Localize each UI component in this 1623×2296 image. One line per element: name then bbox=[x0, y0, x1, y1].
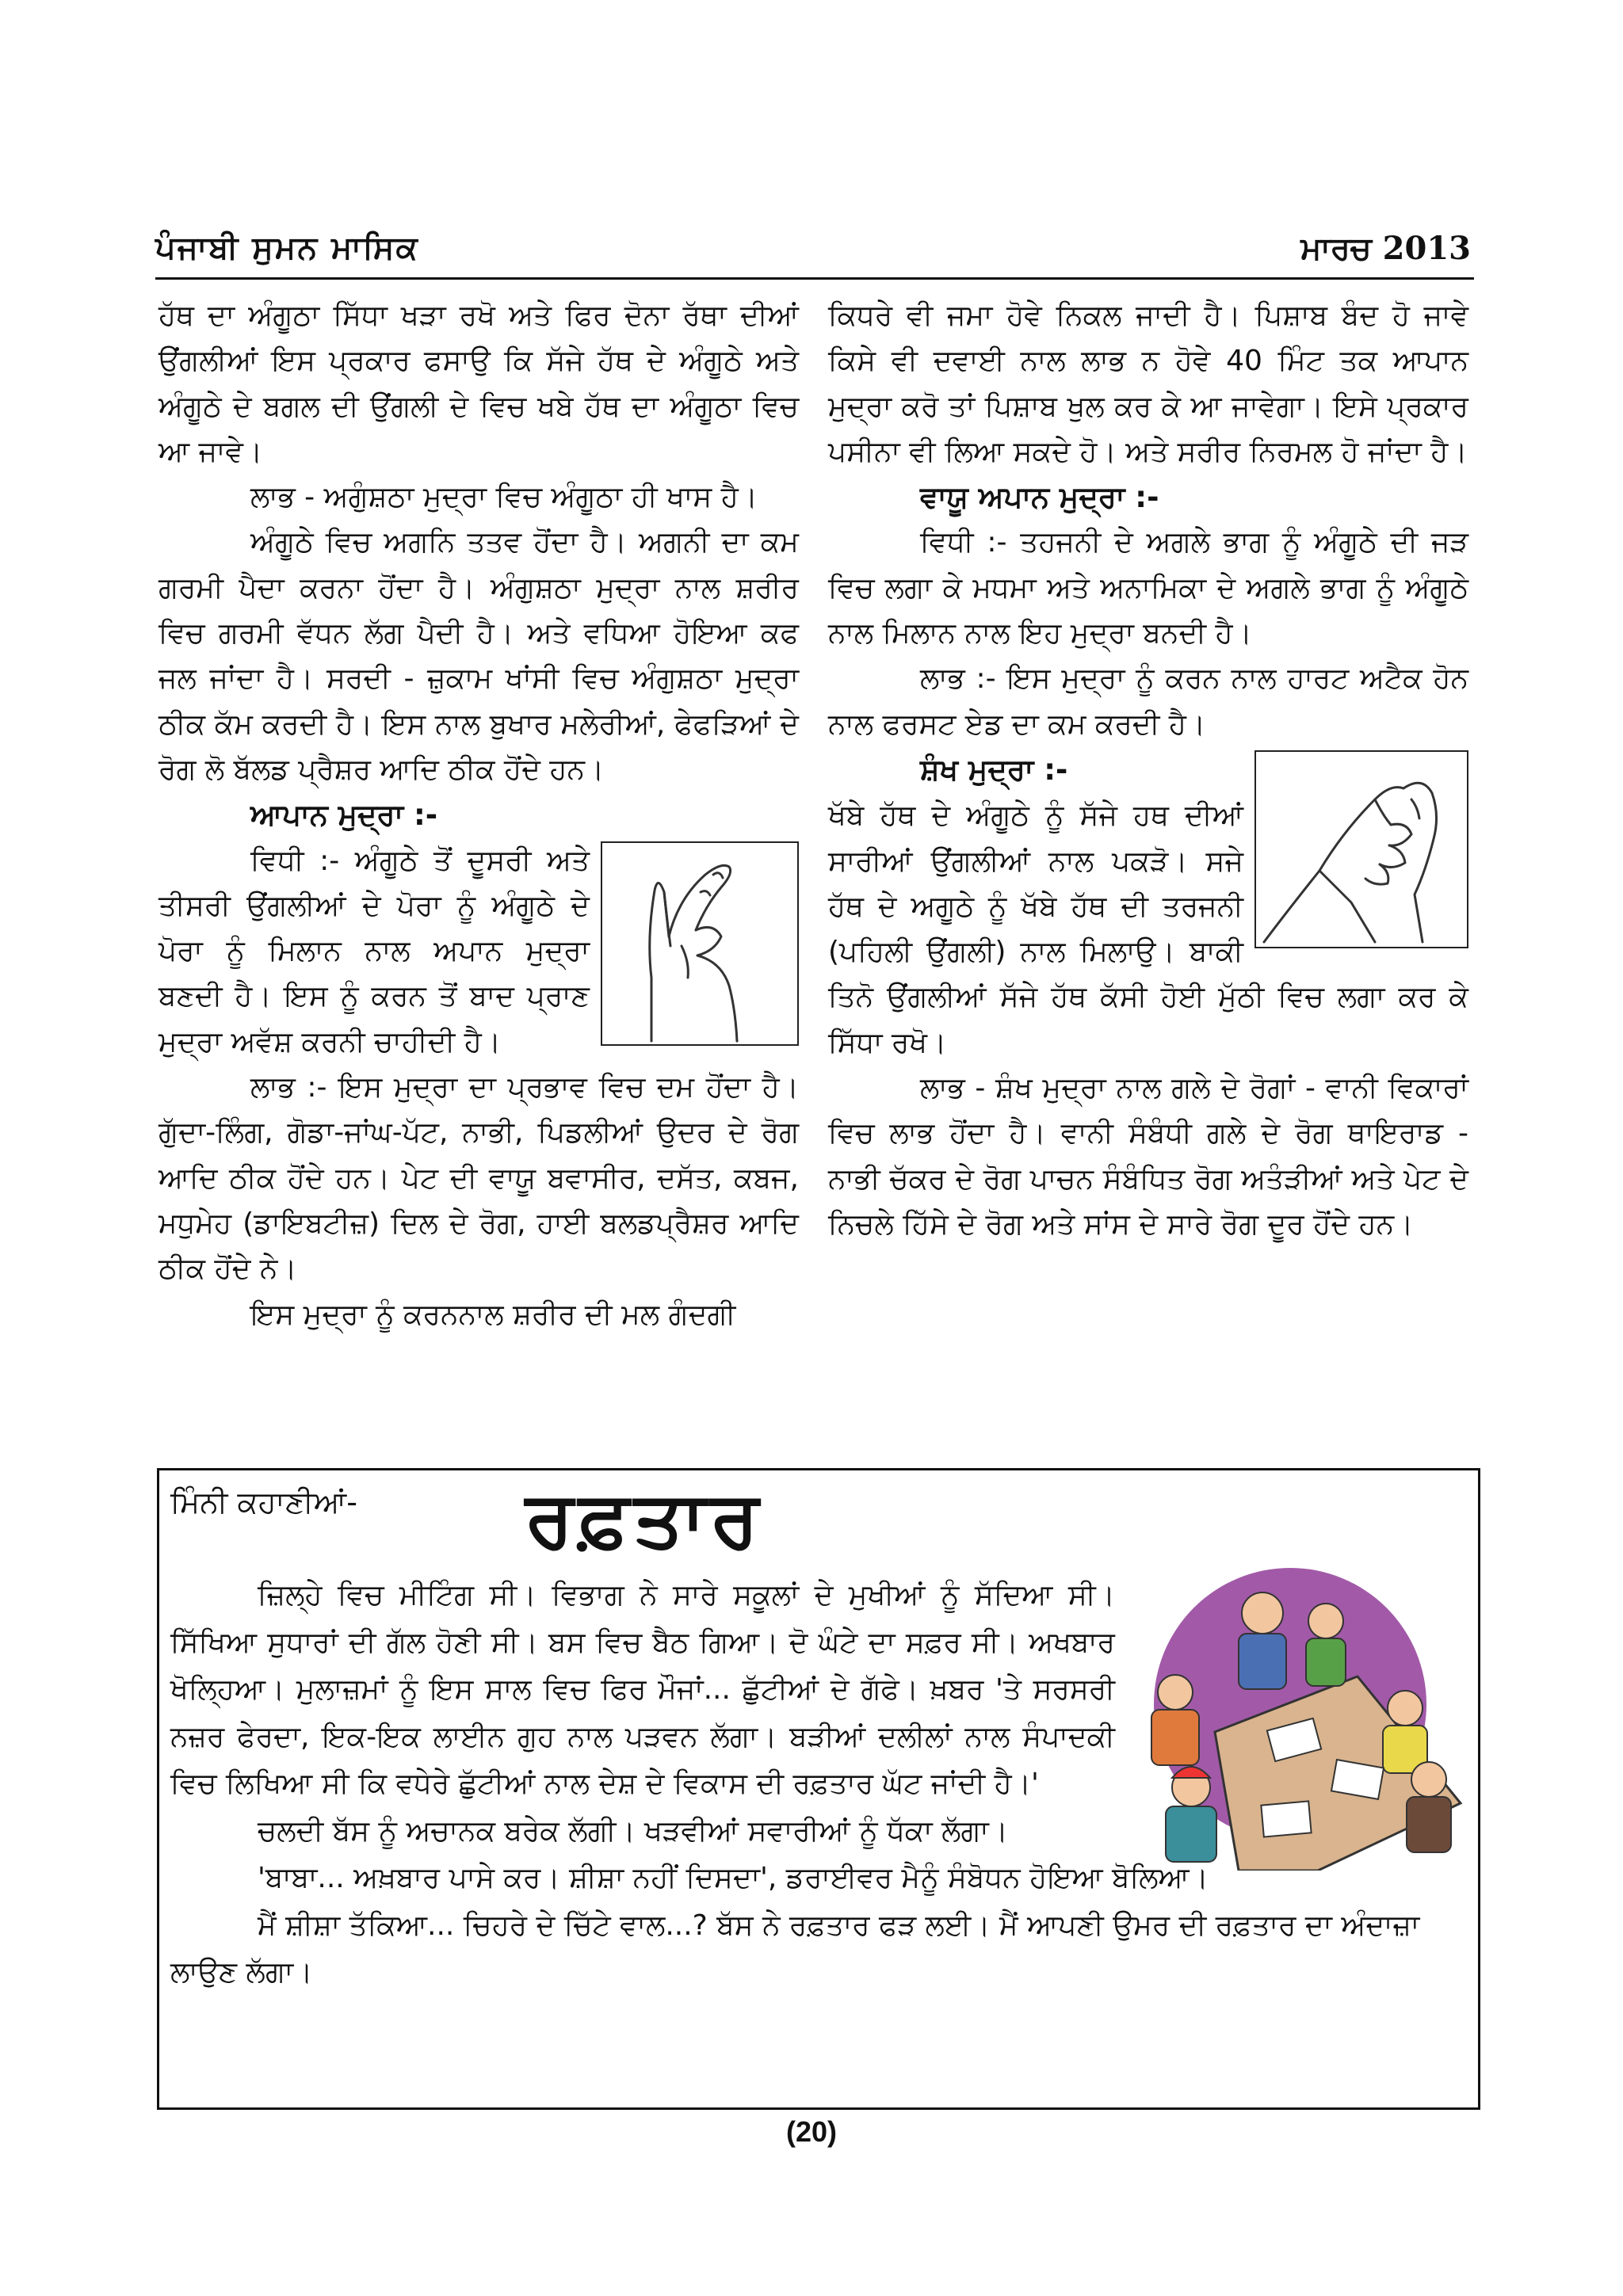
story-kicker: ਮਿੰਨੀ ਕਹਾਣੀਆਂ- bbox=[170, 1485, 357, 1520]
left-column bbox=[158, 293, 799, 1337]
hand-mudra-icon bbox=[602, 843, 797, 1044]
shankh-heading-label: ਸ਼ੰਖ ਮੁਦ੍ਰਾ :- bbox=[920, 752, 1068, 787]
right-paragraph-2: ਵਿਧੀ :- ਤਹਜਨੀ ਦੇ ਅਗਲੇ ਭਾਗ ਨੂੰ ਅੰਗੂਠੇ ਦੀ ਜੜ ਵਿਚ ਲਗਾ ਕੇ ਮਧਮਾ ਅਤੇ ਅਨਾਮਿਕਾ ਦੇ ਅਗਲੇ ਭਾਗ ਨੂੰ ਅੰਗੂਠੇ ਨਾਲ ਮਿਲਾਨ ਨਾਲ ਇਹ ਮੁਦ੍ਰਾ ਬਨਦੀ ਹੈ। bbox=[828, 526, 1468, 650]
left-paragraph-1: ਹੱਥ ਦਾ ਅੰਗੂਠਾ ਸਿੱਧਾ ਖੜਾ ਰਖੋ ਅਤੇ ਫਿਰ ਦੋਨਾ ਰੱਥਾ ਦੀਆਂ ਉਂਗਲੀਆਂ ਇਸ ਪ੍ਰਕਾਰ ਫਸਾਉ ਕਿ ਸੱਜੇ ਹੱਥ ਦੇ ਅੰਗੂਠੇ ਅਤੇ ਅੰਗੂਠੇ ਦੇ ਬਗਲ ਦੀ ਉਂਗਲੀ ਦੇ ਵਿਚ ਖਬੇ ਹੱਥ ਦਾ ਅੰਗੂਠਾ ਵਿਚ ਆ ਜਾਵੇ। bbox=[158, 299, 799, 468]
left-paragraph-4: ਵਿਧੀ :- ਅੰਗੂਠੇ ਤੋਂ ਦੂਸਰੀ ਅਤੇ ਤੀਸਰੀ ਉਂਗਲੀਆਂ ਦੇ ਪੋਰਾ ਨੂੰ ਅੰਗੂਠੇ ਦੇ ਪੋਰਾ ਨੂੰ ਮਿਲਾਨ ਨਾਲ ਅਪਾਨ ਮੁਦ੍ਰਾ ਬਣਦੀ ਹੈ। ਇਸ ਨੂੰ ਕਰਨ ਤੋਂ ਬਾਦ ਪ੍ਰਾਣ ਮੁਦ੍ਰਾ ਅਵੱਸ਼ ਕਰਨੀ ਚਾਹੀਦੀ ਹੈ। bbox=[158, 844, 590, 1058]
magazine-title: ਪੰਜਾਬੀ ਸੁਮਨ ਮਾਸਿਕ bbox=[155, 230, 419, 266]
heading-apan-mudra: ਆਪਾਨ ਮੁਦ੍ਰਾ :- bbox=[250, 798, 438, 833]
header-rule bbox=[155, 277, 1474, 280]
story-paragraph-4: ਮੈਂ ਸ਼ੀਸ਼ਾ ਤੱਕਿਆ... ਚਿਹਰੇ ਦੇ ਚਿੱਟੇ ਵਾਲ...? ਬੱਸ ਨੇ ਰਫ਼ਤਾਰ ਫੜ ਲਈ। ਮੈਂ ਆਪਣੀ ਉਮਰ ਦੀ ਰਫ਼ਤਾਰ ਦਾ ਅੰਦਾਜ਼ਾ ਲਾਉਣ ਲੱਗਾ। bbox=[170, 1909, 1420, 1989]
issue-year: 2013 bbox=[1382, 230, 1471, 267]
heading-vayu-apan-mudra: ਵਾਯੂ ਅਪਾਨ ਮੁਦ੍ਰਾ :- bbox=[920, 480, 1159, 515]
apan-mudra-illustration bbox=[601, 841, 799, 1046]
right-paragraph-5: ਲਾਭ - ਸ਼ੰਖ ਮੁਦ੍ਰਾ ਨਾਲ ਗਲੇ ਦੇ ਰੋਗਾਂ - ਵਾਨੀ ਵਿਕਾਰਾਂ ਵਿਚ ਲਾਭ ਹੋਂਦਾ ਹੈ। ਵਾਨੀ ਸੰਬੰਧੀ ਗਲੇ ਦੇ ਰੋਗ ਥਾਇਰਾਡ - ਨਾਭੀ ਚੱਕਰ ਦੇ ਰੋਗ ਪਾਚਨ ਸੰਬੰਧਿਤ ਰੋਗ ਅਤੰੜੀਆਂ ਅਤੇ ਪੇਟ ਦੇ ਨਿਚਲੇ ਹਿੱਸੇ ਦੇ ਰੋਗ ਅਤੇ ਸਾਂਸ ਦੇ ਸਾਰੇ ਰੋਗ ਦੂਰ ਹੋਂਦੇ ਹਨ। bbox=[828, 1072, 1468, 1241]
story-body bbox=[170, 1572, 1470, 1997]
left-paragraph-2: ਲਾਭ - ਅਗੁੰਸ਼ਠਾ ਮੁਦ੍ਰਾ ਵਿਚ ਅੰਗੂਠਾ ਹੀ ਖਾਸ ਹੈ। bbox=[250, 481, 758, 514]
shankh-mudra-illustration bbox=[1254, 750, 1468, 948]
issue-date bbox=[1300, 230, 1471, 267]
right-paragraph-4: ਖੱਬੇ ਹੱਥ ਦੇ ਅੰਗੂਠੇ ਨੂੰ ਸੱਜੇ ਹਥ ਦੀਆਂ ਸਾਰੀਆਂ ਉਂਗਲੀਆਂ ਨਾਲ ਪਕੜੋ। ਸਜੇ ਹੱਥ ਦੇ ਅਗੂਠੇ ਨੂੰ ਖੱਬੇ ਹੱਥ ਦੀ ਤਰਜਨੀ (ਪਹਿਲੀ ਉਂਗਲੀ) ਨਾਲ ਮਿਲਾਉ। ਬਾਕੀ ਤਿਨੋ ਉਂਗਲੀਆਂ ਸੱਜੇ ਹੱਥ ਕੱਸੀ ਹੋਈ ਮੁੱਠੀ ਵਿਚ ਲਗਾ ਕਰ ਕੇ ਸਿੱਧਾ ਰਖੋ। bbox=[828, 799, 1468, 1059]
right-column bbox=[828, 293, 1468, 1247]
issue-month: ਮਾਰਚ bbox=[1300, 231, 1372, 267]
story-paragraph-1: ਜ਼ਿਲ੍ਹੇ ਵਿਚ ਮੀਟਿੰਗ ਸੀ। ਵਿਭਾਗ ਨੇ ਸਾਰੇ ਸਕੂਲਾਂ ਦੇ ਮੁਖੀਆਂ ਨੂੰ ਸੱਦਿਆ ਸੀ। ਸਿੱਖਿਆ ਸੁਧਾਰਾਂ ਦੀ ਗੱਲ ਹੋਣੀ ਸੀ। ਬਸ ਵਿਚ ਬੈਠ ਗਿਆ। ਦੋ ਘੰਟੇ ਦਾ ਸਫ਼ਰ ਸੀ। ਅਖਬਾਰ ਖੋਲ੍ਹਿਆ। ਮੁਲਾਜ਼ਮਾਂ ਨੂੰ ਇਸ ਸਾਲ ਵਿਚ ਫਿਰ ਮੌਜਾਂ... ਛੁੱਟੀਆਂ ਦੇ ਗੱਫੇ। ਖ਼ਬਰ 'ਤੇ ਸਰਸਰੀ ਨਜ਼ਰ ਫੇਰਦਾ, ਇਕ-ਇਕ ਲਾਈਨ ਗੁਹ ਨਾਲ ਪੜਵਨ ਲੱਗਾ। ਬੜੀਆਂ ਦਲੀਲਾਂ ਨਾਲ ਸੰਪਾਦਕੀ ਵਿਚ ਲਿਖਿਆ ਸੀ ਕਿ ਵਧੇਰੇ ਛੁੱਟੀਆਂ ਨਾਲ ਦੇਸ਼ ਦੇ ਵਿਕਾਸ ਦੀ ਰਫ਼ਤਾਰ ਘੱਟ ਜਾਂਦੀ ਹੈ।' bbox=[170, 1579, 1115, 1800]
story-paragraph-2: ਚਲਦੀ ਬੱਸ ਨੂੰ ਅਚਾਨਕ ਬਰੇਕ ਲੱਗੀ। ਖੜਵੀਆਂ ਸਵਾਰੀਆਂ ਨੂੰ ਧੱਕਾ ਲੱਗਾ। bbox=[258, 1814, 1009, 1848]
page-header bbox=[155, 230, 1471, 276]
story-paragraph-3: 'ਬਾਬਾ... ਅਖ਼ਬਾਰ ਪਾਸੇ ਕਰ। ਸ਼ੀਸ਼ਾ ਨਹੀਂ ਦਿਸਦਾ', ਡਰਾਈਵਰ ਮੈਨੂੰ ਸੰਬੋਧਨ ਹੋਇਆ ਬੋਲਿਆ। bbox=[258, 1862, 1209, 1894]
right-paragraph-3: ਲਾਭ :- ਇਸ ਮੁਦ੍ਰਾ ਨੂੰ ਕਰਨ ਨਾਲ ਹਾਰਟ ਅਟੈਕ ਹੋਨ ਨਾਲ ਫਰਸਟ ਏਡ ਦਾ ਕਮ ਕਰਦੀ ਹੈ। bbox=[828, 662, 1468, 741]
hands-mudra-icon bbox=[1256, 752, 1467, 947]
left-paragraph-6: ਇਸ ਮੁਦ੍ਰਾ ਨੂੰ ਕਰਨਨਾਲ ਸ਼ਰੀਰ ਦੀ ਮਲ ਗੰਦਗੀ bbox=[250, 1298, 736, 1331]
page-number: (20) bbox=[785, 2115, 838, 2148]
left-paragraph-5: ਲਾਭ :- ਇਸ ਮੁਦ੍ਰਾ ਦਾ ਪ੍ਰਭਾਵ ਵਿਚ ਦਮ ਹੋਂਦਾ ਹੈ। ਗੁੱਦਾ-ਲਿੰਗ, ਗੋਡਾ-ਜਾਂਘ-ਪੱਟ, ਨਾਭੀ, ਪਿਡਲੀਆਂ ਉਦਰ ਦੇ ਰੋਗ ਆਦਿ ਠੀਕ ਹੋਂਦੇ ਹਨ। ਪੇਟ ਦੀ ਵਾਯੂ ਬਵਾਸੀਰ, ਦਸੱਤ, ਕਬਜ, ਮਧੁਮੇਹ (ਡਾਇਬਟੀਜ਼) ਦਿਲ ਦੇ ਰੋਗ, ਹਾਈ ਬਲਡਪ੍ਰੈਸ਼ਰ ਆਦਿ ਠੀਕ ਹੋਂਦੇ ਨੇ। bbox=[158, 1071, 799, 1286]
mini-story-box bbox=[157, 1468, 1480, 2110]
right-paragraph-1: ਕਿਧਰੇ ਵੀ ਜਮਾ ਹੋਵੇ ਨਿਕਲ ਜਾਦੀ ਹੈ। ਪਿਸ਼ਾਬ ਬੰਦ ਹੋ ਜਾਵੇ ਕਿਸੇ ਵੀ ਦਵਾਈ ਨਾਲ ਲਾਭ ਨ ਹੋਵੇ 40 ਮਿੰਟ ਤਕ ਆਪਾਨ ਮੁਦ੍ਰਾ ਕਰੋ ਤਾਂ ਪਿਸ਼ਾਬ ਖੁਲ ਕਰ ਕੇ ਆ ਜਾਵੇਗਾ। ਇਸੇ ਪ੍ਰਕਾਰ ਪਸੀਨਾ ਵੀ ਲਿਆ ਸਕਦੇ ਹੋ। ਅਤੇ ਸਰੀਰ ਨਿਰਮਲ ਹੋ ਜਾਂਦਾ ਹੈ। bbox=[828, 299, 1468, 468]
left-paragraph-3: ਅੰਗੂਠੇ ਵਿਚ ਅਗਨਿ ਤਤਵ ਹੋਂਦਾ ਹੈ। ਅਗਨੀ ਦਾ ਕਮ ਗਰਮੀ ਪੈਦਾ ਕਰਨਾ ਹੋਂਦਾ ਹੈ। ਅੰਗੁਸ਼ਠਾ ਮੁਦ੍ਰਾ ਨਾਲ ਸ਼ਰੀਰ ਵਿਚ ਗਰਮੀ ਵੱਧਨ ਲੱਗ ਪੈਦੀ ਹੈ। ਅਤੇ ਵਧਿਆ ਹੋਇਆ ਕਫ ਜਲ ਜਾਂਦਾ ਹੈ। ਸਰਦੀ - ਜ਼ੁਕਾਮ ਖਾਂਸੀ ਵਿਚ ਅੰਗੁਸ਼ਠਾ ਮੁਦ੍ਰਾ ਠੀਕ ਕੱਮ ਕਰਦੀ ਹੈ। ਇਸ ਨਾਲ ਬੁਖਾਰ ਮਲੇਰੀਆਂ, ਫੇਫੜਿਆਂ ਦੇ ਰੋਗ ਲੋ ਬੱਲਡ ਪ੍ਰੈਸ਼ਰ ਆਦਿ ਠੀਕ ਹੋਂਦੇ ਹਨ। bbox=[158, 526, 799, 786]
story-title: ਰਫ਼ਤਾਰ bbox=[525, 1474, 764, 1565]
